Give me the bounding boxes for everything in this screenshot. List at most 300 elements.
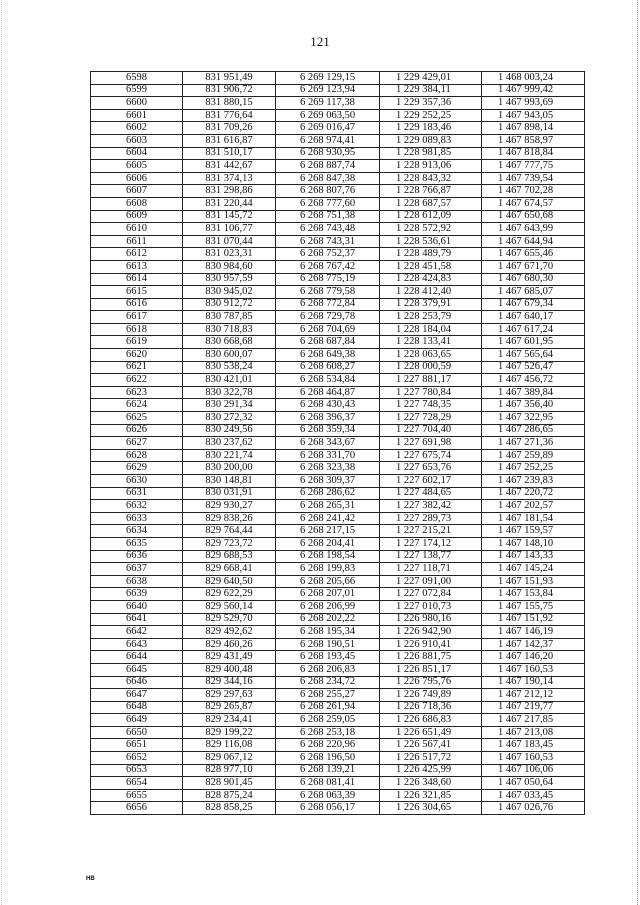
x2-coordinate-cell: 1 226 795,76 [380, 676, 482, 689]
table-row [91, 563, 585, 576]
y2-coordinate-cell: 1 467 219,77 [482, 701, 585, 714]
table-row [91, 701, 585, 714]
point-number-cell: 6617 [91, 311, 183, 324]
y2-coordinate-cell: 1 467 160,53 [482, 663, 585, 676]
y-coordinate-cell: 6 268 265,31 [276, 500, 380, 513]
point-number-cell: 6645 [91, 663, 183, 676]
x2-coordinate-cell: 1 228 184,04 [380, 323, 482, 336]
x-coordinate-cell: 830 912,72 [183, 298, 276, 311]
x-coordinate-cell: 829 297,63 [183, 689, 276, 702]
x-coordinate-cell: 831 880,15 [183, 97, 276, 110]
x-coordinate-cell: 831 906,72 [183, 84, 276, 97]
table-row [91, 386, 585, 399]
footer-mark: НВ [86, 876, 95, 882]
y-coordinate-cell: 6 268 807,76 [276, 185, 380, 198]
y2-coordinate-cell: 1 467 685,07 [482, 286, 585, 299]
x-coordinate-cell: 829 199,22 [183, 726, 276, 739]
y-coordinate-cell: 6 268 396,37 [276, 412, 380, 425]
x2-coordinate-cell: 1 227 138,77 [380, 550, 482, 563]
coordinates-table-body [91, 72, 585, 815]
point-number-cell: 6641 [91, 613, 183, 626]
table-row [91, 437, 585, 450]
x-coordinate-cell: 831 709,26 [183, 122, 276, 135]
point-number-cell: 6611 [91, 235, 183, 248]
y2-coordinate-cell: 1 467 644,94 [482, 235, 585, 248]
y2-coordinate-cell: 1 467 456,72 [482, 374, 585, 387]
y-coordinate-cell: 6 268 930,95 [276, 147, 380, 160]
y-coordinate-cell: 6 268 234,72 [276, 676, 380, 689]
y2-coordinate-cell: 1 467 271,36 [482, 437, 585, 450]
point-number-cell: 6630 [91, 475, 183, 488]
table-row [91, 260, 585, 273]
table-row [91, 789, 585, 802]
table-row [91, 764, 585, 777]
x2-coordinate-cell: 1 227 091,00 [380, 575, 482, 588]
x-coordinate-cell: 831 776,64 [183, 109, 276, 122]
point-number-cell: 6643 [91, 638, 183, 651]
x2-coordinate-cell: 1 227 704,40 [380, 424, 482, 437]
y2-coordinate-cell: 1 467 943,05 [482, 109, 585, 122]
point-number-cell: 6633 [91, 512, 183, 525]
y-coordinate-cell: 6 268 207,01 [276, 588, 380, 601]
x-coordinate-cell: 828 858,25 [183, 802, 276, 815]
y-coordinate-cell: 6 268 202,22 [276, 613, 380, 626]
table-row [91, 185, 585, 198]
y2-coordinate-cell: 1 467 818,84 [482, 147, 585, 160]
x-coordinate-cell: 829 529,70 [183, 613, 276, 626]
x2-coordinate-cell: 1 229 089,83 [380, 134, 482, 147]
table-row [91, 109, 585, 122]
y-coordinate-cell: 6 268 056,17 [276, 802, 380, 815]
y-coordinate-cell: 6 268 729,78 [276, 311, 380, 324]
y2-coordinate-cell: 1 467 153,84 [482, 588, 585, 601]
table-row [91, 537, 585, 550]
point-number-cell: 6648 [91, 701, 183, 714]
scan-edge-left [1, 0, 3, 905]
x2-coordinate-cell: 1 228 913,06 [380, 160, 482, 173]
table-row [91, 210, 585, 223]
x-coordinate-cell: 829 640,50 [183, 575, 276, 588]
table-row [91, 235, 585, 248]
x-coordinate-cell: 830 221,74 [183, 449, 276, 462]
x2-coordinate-cell: 1 227 484,65 [380, 487, 482, 500]
y2-coordinate-cell: 1 467 148,10 [482, 537, 585, 550]
y-coordinate-cell: 6 268 974,41 [276, 134, 380, 147]
y2-coordinate-cell: 1 467 617,24 [482, 323, 585, 336]
y-coordinate-cell: 6 268 534,84 [276, 374, 380, 387]
x2-coordinate-cell: 1 226 425,99 [380, 764, 482, 777]
y2-coordinate-cell: 1 467 190,14 [482, 676, 585, 689]
y2-coordinate-cell: 1 467 213,08 [482, 726, 585, 739]
y2-coordinate-cell: 1 467 160,53 [482, 752, 585, 765]
x2-coordinate-cell: 1 228 572,92 [380, 223, 482, 236]
x-coordinate-cell: 830 718,83 [183, 323, 276, 336]
table-row [91, 97, 585, 110]
x-coordinate-cell: 829 492,62 [183, 626, 276, 639]
y-coordinate-cell: 6 268 217,15 [276, 525, 380, 538]
y2-coordinate-cell: 1 467 151,93 [482, 575, 585, 588]
table-row [91, 160, 585, 173]
x-coordinate-cell: 829 116,08 [183, 739, 276, 752]
y-coordinate-cell: 6 268 772,84 [276, 298, 380, 311]
point-number-cell: 6609 [91, 210, 183, 223]
y-coordinate-cell: 6 268 464,87 [276, 386, 380, 399]
page-number: 121 [310, 34, 330, 49]
point-number-cell: 6625 [91, 412, 183, 425]
y2-coordinate-cell: 1 467 322,95 [482, 412, 585, 425]
table-row [91, 134, 585, 147]
point-number-cell: 6615 [91, 286, 183, 299]
x2-coordinate-cell: 1 226 567,41 [380, 739, 482, 752]
y-coordinate-cell: 6 268 309,37 [276, 475, 380, 488]
y-coordinate-cell: 6 268 253,18 [276, 726, 380, 739]
x2-coordinate-cell: 1 226 942,90 [380, 626, 482, 639]
point-number-cell: 6619 [91, 336, 183, 349]
point-number-cell: 6613 [91, 260, 183, 273]
y-coordinate-cell: 6 268 206,83 [276, 663, 380, 676]
x2-coordinate-cell: 1 228 489,79 [380, 248, 482, 261]
y2-coordinate-cell: 1 467 777,75 [482, 160, 585, 173]
y2-coordinate-cell: 1 467 999,42 [482, 84, 585, 97]
table-row [91, 349, 585, 362]
x-coordinate-cell: 829 668,41 [183, 563, 276, 576]
point-number-cell: 6614 [91, 273, 183, 286]
x-coordinate-cell: 829 344,16 [183, 676, 276, 689]
x2-coordinate-cell: 1 228 424,83 [380, 273, 482, 286]
table-row [91, 311, 585, 324]
x-coordinate-cell: 829 460,26 [183, 638, 276, 651]
y2-coordinate-cell: 1 467 239,83 [482, 475, 585, 488]
y-coordinate-cell: 6 268 687,84 [276, 336, 380, 349]
y-coordinate-cell: 6 268 206,99 [276, 600, 380, 613]
point-number-cell: 6629 [91, 462, 183, 475]
y2-coordinate-cell: 1 467 252,25 [482, 462, 585, 475]
x2-coordinate-cell: 1 229 183,46 [380, 122, 482, 135]
x2-coordinate-cell: 1 226 910,41 [380, 638, 482, 651]
point-number-cell: 6626 [91, 424, 183, 437]
point-number-cell: 6601 [91, 109, 183, 122]
table-row [91, 424, 585, 437]
x-coordinate-cell: 831 145,72 [183, 210, 276, 223]
x-coordinate-cell: 829 560,14 [183, 600, 276, 613]
x-coordinate-cell: 831 951,49 [183, 72, 276, 85]
y-coordinate-cell: 6 268 343,67 [276, 437, 380, 450]
x2-coordinate-cell: 1 228 253,79 [380, 311, 482, 324]
point-number-cell: 6639 [91, 588, 183, 601]
y-coordinate-cell: 6 268 196,50 [276, 752, 380, 765]
point-number-cell: 6606 [91, 172, 183, 185]
y2-coordinate-cell: 1 467 106,06 [482, 764, 585, 777]
y2-coordinate-cell: 1 467 601,95 [482, 336, 585, 349]
x-coordinate-cell: 830 272,32 [183, 412, 276, 425]
x2-coordinate-cell: 1 229 252,25 [380, 109, 482, 122]
point-number-cell: 6620 [91, 349, 183, 362]
x2-coordinate-cell: 1 226 321,85 [380, 789, 482, 802]
point-number-cell: 6602 [91, 122, 183, 135]
y2-coordinate-cell: 1 467 220,72 [482, 487, 585, 500]
y2-coordinate-cell: 1 467 183,45 [482, 739, 585, 752]
x2-coordinate-cell: 1 229 357,36 [380, 97, 482, 110]
x2-coordinate-cell: 1 228 412,40 [380, 286, 482, 299]
point-number-cell: 6605 [91, 160, 183, 173]
x2-coordinate-cell: 1 227 780,84 [380, 386, 482, 399]
x2-coordinate-cell: 1 226 881,75 [380, 651, 482, 664]
table-row [91, 512, 585, 525]
y2-coordinate-cell: 1 467 702,28 [482, 185, 585, 198]
table-row [91, 147, 585, 160]
table-row [91, 487, 585, 500]
x2-coordinate-cell: 1 226 749,89 [380, 689, 482, 702]
x2-coordinate-cell: 1 227 728,29 [380, 412, 482, 425]
scan-edge-right [636, 0, 638, 905]
x-coordinate-cell: 831 220,44 [183, 197, 276, 210]
y-coordinate-cell: 6 268 081,41 [276, 777, 380, 790]
point-number-cell: 6603 [91, 134, 183, 147]
x2-coordinate-cell: 1 229 384,11 [380, 84, 482, 97]
x2-coordinate-cell: 1 228 000,59 [380, 361, 482, 374]
y2-coordinate-cell: 1 467 679,34 [482, 298, 585, 311]
y-coordinate-cell: 6 268 255,27 [276, 689, 380, 702]
y-coordinate-cell: 6 269 016,47 [276, 122, 380, 135]
point-number-cell: 6607 [91, 185, 183, 198]
x-coordinate-cell: 831 442,67 [183, 160, 276, 173]
y2-coordinate-cell: 1 467 212,12 [482, 689, 585, 702]
x-coordinate-cell: 829 838,26 [183, 512, 276, 525]
table-row [91, 739, 585, 752]
point-number-cell: 6632 [91, 500, 183, 513]
y2-coordinate-cell: 1 467 202,57 [482, 500, 585, 513]
y2-coordinate-cell: 1 467 286,65 [482, 424, 585, 437]
table-row [91, 626, 585, 639]
x2-coordinate-cell: 1 226 304,65 [380, 802, 482, 815]
x2-coordinate-cell: 1 227 881,17 [380, 374, 482, 387]
x2-coordinate-cell: 1 227 602,17 [380, 475, 482, 488]
y-coordinate-cell: 6 269 117,38 [276, 97, 380, 110]
table-row [91, 122, 585, 135]
y2-coordinate-cell: 1 467 050,64 [482, 777, 585, 790]
x-coordinate-cell: 830 421,01 [183, 374, 276, 387]
x-coordinate-cell: 830 600,07 [183, 349, 276, 362]
x2-coordinate-cell: 1 228 766,87 [380, 185, 482, 198]
table-row [91, 802, 585, 815]
point-number-cell: 6642 [91, 626, 183, 639]
y2-coordinate-cell: 1 467 389,84 [482, 386, 585, 399]
x-coordinate-cell: 830 322,78 [183, 386, 276, 399]
table-row [91, 462, 585, 475]
x2-coordinate-cell: 1 227 691,98 [380, 437, 482, 450]
point-number-cell: 6599 [91, 84, 183, 97]
y-coordinate-cell: 6 268 198,54 [276, 550, 380, 563]
x-coordinate-cell: 829 723,72 [183, 537, 276, 550]
y-coordinate-cell: 6 268 190,51 [276, 638, 380, 651]
table-row [91, 197, 585, 210]
x-coordinate-cell: 830 200,00 [183, 462, 276, 475]
y2-coordinate-cell: 1 467 674,57 [482, 197, 585, 210]
y2-coordinate-cell: 1 467 026,76 [482, 802, 585, 815]
point-number-cell: 6623 [91, 386, 183, 399]
x2-coordinate-cell: 1 226 851,17 [380, 663, 482, 676]
y2-coordinate-cell: 1 467 033,45 [482, 789, 585, 802]
y-coordinate-cell: 6 268 199,83 [276, 563, 380, 576]
point-number-cell: 6634 [91, 525, 183, 538]
table-row [91, 575, 585, 588]
table-row [91, 777, 585, 790]
x2-coordinate-cell: 1 226 651,49 [380, 726, 482, 739]
x2-coordinate-cell: 1 227 215,21 [380, 525, 482, 538]
y-coordinate-cell: 6 268 259,05 [276, 714, 380, 727]
point-number-cell: 6622 [91, 374, 183, 387]
x2-coordinate-cell: 1 227 072,84 [380, 588, 482, 601]
table-row [91, 500, 585, 513]
x-coordinate-cell: 831 616,87 [183, 134, 276, 147]
x2-coordinate-cell: 1 228 379,91 [380, 298, 482, 311]
x-coordinate-cell: 829 234,41 [183, 714, 276, 727]
point-number-cell: 6627 [91, 437, 183, 450]
x2-coordinate-cell: 1 227 174,12 [380, 537, 482, 550]
x-coordinate-cell: 829 431,49 [183, 651, 276, 664]
x2-coordinate-cell: 1 228 981,85 [380, 147, 482, 160]
x2-coordinate-cell: 1 227 675,74 [380, 449, 482, 462]
x-coordinate-cell: 830 031,91 [183, 487, 276, 500]
x2-coordinate-cell: 1 227 289,73 [380, 512, 482, 525]
x2-coordinate-cell: 1 228 451,58 [380, 260, 482, 273]
y2-coordinate-cell: 1 467 142,37 [482, 638, 585, 651]
point-number-cell: 6628 [91, 449, 183, 462]
x-coordinate-cell: 828 875,24 [183, 789, 276, 802]
point-number-cell: 6638 [91, 575, 183, 588]
y-coordinate-cell: 6 268 777,60 [276, 197, 380, 210]
point-number-cell: 6604 [91, 147, 183, 160]
x-coordinate-cell: 829 067,12 [183, 752, 276, 765]
y2-coordinate-cell: 1 467 155,75 [482, 600, 585, 613]
table-row [91, 600, 585, 613]
y-coordinate-cell: 6 268 743,48 [276, 223, 380, 236]
y-coordinate-cell: 6 269 123,94 [276, 84, 380, 97]
y-coordinate-cell: 6 268 743,31 [276, 235, 380, 248]
x-coordinate-cell: 830 291,34 [183, 399, 276, 412]
point-number-cell: 6635 [91, 537, 183, 550]
x2-coordinate-cell: 1 227 653,76 [380, 462, 482, 475]
x2-coordinate-cell: 1 227 382,42 [380, 500, 482, 513]
y-coordinate-cell: 6 269 063,50 [276, 109, 380, 122]
table-row [91, 525, 585, 538]
y-coordinate-cell: 6 268 887,74 [276, 160, 380, 173]
x2-coordinate-cell: 1 229 429,01 [380, 72, 482, 85]
table-row [91, 361, 585, 374]
x-coordinate-cell: 830 957,59 [183, 273, 276, 286]
table-row [91, 72, 585, 85]
table-row [91, 588, 585, 601]
table-row [91, 298, 585, 311]
y2-coordinate-cell: 1 467 146,20 [482, 651, 585, 664]
x-coordinate-cell: 829 622,29 [183, 588, 276, 601]
x2-coordinate-cell: 1 227 118,71 [380, 563, 482, 576]
table-row [91, 248, 585, 261]
x-coordinate-cell: 829 764,44 [183, 525, 276, 538]
y-coordinate-cell: 6 268 195,34 [276, 626, 380, 639]
point-number-cell: 6618 [91, 323, 183, 336]
y-coordinate-cell: 6 268 286,62 [276, 487, 380, 500]
point-number-cell: 6650 [91, 726, 183, 739]
x-coordinate-cell: 830 249,56 [183, 424, 276, 437]
table-row [91, 613, 585, 626]
point-number-cell: 6624 [91, 399, 183, 412]
y2-coordinate-cell: 1 467 151,92 [482, 613, 585, 626]
y-coordinate-cell: 6 268 430,43 [276, 399, 380, 412]
y2-coordinate-cell: 1 467 640,17 [482, 311, 585, 324]
y2-coordinate-cell: 1 467 259,89 [482, 449, 585, 462]
point-number-cell: 6647 [91, 689, 183, 702]
y-coordinate-cell: 6 268 767,42 [276, 260, 380, 273]
point-number-cell: 6651 [91, 739, 183, 752]
point-number-cell: 6640 [91, 600, 183, 613]
y2-coordinate-cell: 1 467 680,30 [482, 273, 585, 286]
y-coordinate-cell: 6 268 323,38 [276, 462, 380, 475]
point-number-cell: 6656 [91, 802, 183, 815]
table-row [91, 273, 585, 286]
y2-coordinate-cell: 1 467 993,69 [482, 97, 585, 110]
y2-coordinate-cell: 1 467 526,47 [482, 361, 585, 374]
table-row [91, 663, 585, 676]
x-coordinate-cell: 830 237,62 [183, 437, 276, 450]
y2-coordinate-cell: 1 467 143,33 [482, 550, 585, 563]
point-number-cell: 6653 [91, 764, 183, 777]
y2-coordinate-cell: 1 467 898,14 [482, 122, 585, 135]
y2-coordinate-cell: 1 467 159,57 [482, 525, 585, 538]
x-coordinate-cell: 830 148,81 [183, 475, 276, 488]
x-coordinate-cell: 828 977,10 [183, 764, 276, 777]
y-coordinate-cell: 6 268 752,37 [276, 248, 380, 261]
point-number-cell: 6598 [91, 72, 183, 85]
point-number-cell: 6631 [91, 487, 183, 500]
y-coordinate-cell: 6 268 204,41 [276, 537, 380, 550]
point-number-cell: 6616 [91, 298, 183, 311]
x2-coordinate-cell: 1 227 010,73 [380, 600, 482, 613]
table-row [91, 412, 585, 425]
table-row [91, 714, 585, 727]
x2-coordinate-cell: 1 226 686,83 [380, 714, 482, 727]
point-number-cell: 6637 [91, 563, 183, 576]
y-coordinate-cell: 6 268 261,94 [276, 701, 380, 714]
y2-coordinate-cell: 1 467 565,64 [482, 349, 585, 362]
y-coordinate-cell: 6 268 649,38 [276, 349, 380, 362]
table-row [91, 475, 585, 488]
table-row [91, 286, 585, 299]
table-row [91, 752, 585, 765]
y-coordinate-cell: 6 268 704,69 [276, 323, 380, 336]
table-row [91, 651, 585, 664]
point-number-cell: 6652 [91, 752, 183, 765]
y2-coordinate-cell: 1 467 650,68 [482, 210, 585, 223]
y-coordinate-cell: 6 269 129,15 [276, 72, 380, 85]
point-number-cell: 6610 [91, 223, 183, 236]
y-coordinate-cell: 6 268 205,66 [276, 575, 380, 588]
x-coordinate-cell: 830 945,02 [183, 286, 276, 299]
x-coordinate-cell: 830 668,68 [183, 336, 276, 349]
table-row [91, 449, 585, 462]
table-row [91, 336, 585, 349]
x2-coordinate-cell: 1 228 133,41 [380, 336, 482, 349]
point-number-cell: 6654 [91, 777, 183, 790]
y-coordinate-cell: 6 268 220,96 [276, 739, 380, 752]
table-row [91, 726, 585, 739]
x2-coordinate-cell: 1 228 063,65 [380, 349, 482, 362]
y2-coordinate-cell: 1 467 145,24 [482, 563, 585, 576]
y-coordinate-cell: 6 268 775,19 [276, 273, 380, 286]
coordinates-table [90, 71, 585, 815]
y2-coordinate-cell: 1 467 739,54 [482, 172, 585, 185]
x2-coordinate-cell: 1 228 843,32 [380, 172, 482, 185]
